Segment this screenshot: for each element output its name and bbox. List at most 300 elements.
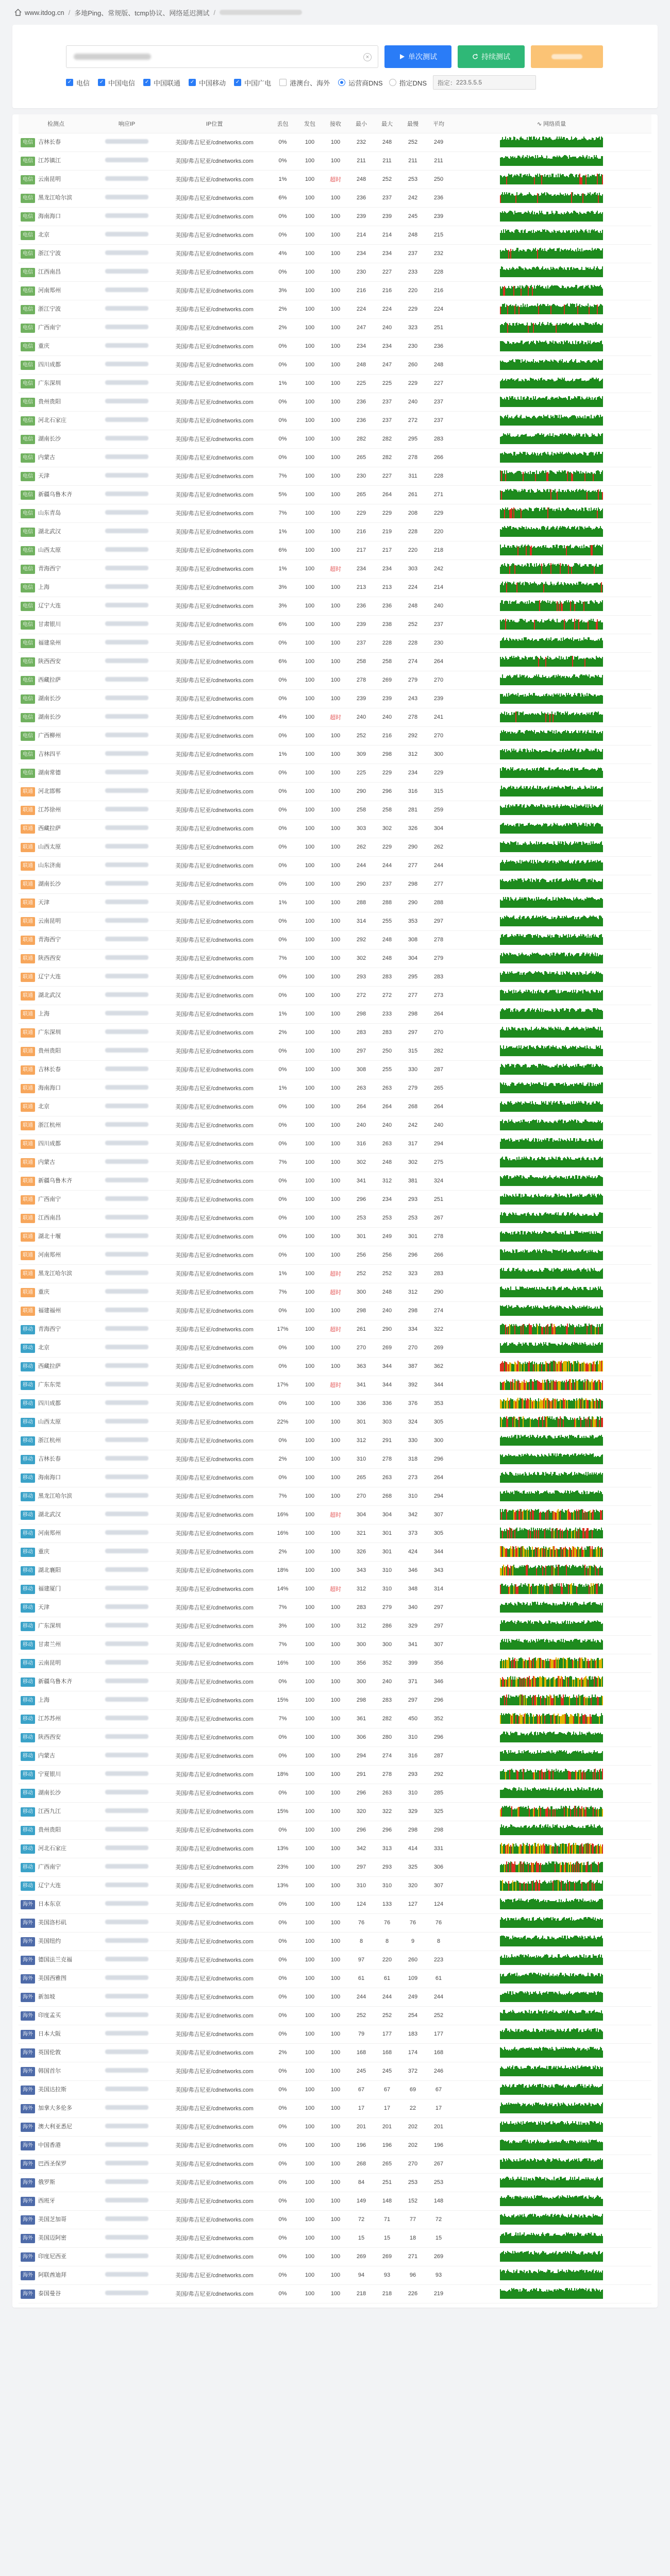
quality-bar	[532, 324, 533, 333]
quality-bar	[599, 805, 600, 815]
filter-checkbox-3[interactable]: ✓ 中国移动	[189, 78, 226, 88]
quality-bar	[581, 749, 582, 759]
table-row[interactable]	[19, 170, 651, 189]
table-row[interactable]	[19, 374, 651, 393]
table-row[interactable]	[19, 281, 651, 300]
quality-bar	[504, 732, 505, 741]
ip-redacted	[105, 603, 148, 607]
cell-avg: 304	[426, 819, 451, 838]
quality-bar	[555, 787, 556, 796]
cell-max: 227	[374, 263, 400, 281]
single-test-button[interactable]: 单次测试	[384, 45, 451, 68]
quality-bar	[511, 879, 512, 889]
quality-bar	[548, 715, 549, 722]
quality-bar	[533, 786, 534, 796]
quality-bar	[508, 342, 509, 351]
host-input[interactable]	[66, 45, 378, 68]
table-row[interactable]	[19, 541, 651, 560]
quality-bar	[554, 639, 555, 648]
quality-bar	[569, 307, 570, 314]
quality-bar	[505, 287, 506, 296]
quality-bar	[560, 452, 561, 463]
quality-bar	[517, 492, 518, 500]
quality-bar	[524, 343, 525, 351]
node-location: 江苏徐州	[38, 806, 61, 813]
quality-bar	[550, 470, 551, 481]
ip-location: 美国/弗吉尼亚/cdnetworks.com	[160, 263, 269, 281]
quality-bar	[517, 286, 518, 296]
table-row[interactable]	[19, 263, 651, 281]
quality-bar	[556, 381, 557, 388]
node-location: 山西太原	[38, 843, 61, 850]
filter-checkbox-2[interactable]: ✓ 中国联通	[143, 78, 180, 88]
filter-checkbox-5[interactable]: 港澳台、海外	[279, 78, 330, 88]
quality-bar	[600, 511, 601, 518]
quality-bar	[566, 304, 567, 314]
table-row[interactable]	[19, 652, 651, 671]
filter-row	[66, 75, 627, 90]
quality-bar	[556, 306, 557, 314]
quality-bar	[540, 326, 541, 333]
quality-bar	[529, 677, 530, 685]
table-row[interactable]	[19, 504, 651, 522]
quality-bar	[597, 732, 598, 741]
quality-bar	[589, 230, 590, 240]
quality-bar	[579, 323, 580, 333]
quality-bar	[526, 140, 527, 147]
quality-bar	[514, 306, 515, 314]
quality-bar	[591, 897, 592, 908]
table-row[interactable]	[19, 819, 651, 838]
quality-bar	[503, 195, 504, 203]
quality-bar	[572, 548, 573, 555]
quality-bar	[520, 695, 521, 704]
table-row[interactable]	[19, 151, 651, 170]
quality-bar	[594, 285, 595, 296]
node-cell	[19, 263, 93, 281]
quality-bar	[505, 379, 506, 388]
quality-bar	[584, 844, 585, 852]
table-row[interactable]	[19, 801, 651, 819]
quality-bar	[545, 214, 546, 222]
quality-bar	[592, 433, 593, 444]
quality-bar	[593, 361, 594, 370]
quality-bar	[574, 325, 575, 333]
quality-bar	[572, 768, 573, 778]
quality-bar	[532, 417, 533, 426]
quality-bar	[576, 861, 577, 871]
quality-bar	[554, 418, 555, 426]
quality-bar	[538, 250, 539, 259]
quality-bar	[532, 804, 533, 815]
quality-bar	[561, 844, 562, 852]
quality-bar	[500, 714, 501, 722]
table-row[interactable]	[19, 207, 651, 226]
quality-bar	[582, 733, 583, 741]
table-row[interactable]	[19, 226, 651, 244]
quality-bar	[510, 436, 511, 444]
quality-bar	[520, 492, 521, 500]
quality-bar	[551, 196, 552, 203]
quality-bar	[592, 712, 593, 722]
quality-bar	[590, 306, 591, 314]
quality-bar	[555, 381, 556, 388]
quality-bar	[571, 548, 572, 555]
quality-bar	[541, 696, 542, 704]
quality-bar	[509, 344, 510, 351]
quality-bar	[537, 713, 538, 722]
quality-bar	[531, 230, 532, 240]
quality-bar	[518, 399, 520, 407]
response-ip	[93, 875, 160, 893]
quality-bar	[530, 194, 531, 203]
quality-bar	[548, 585, 549, 592]
quality-bar	[524, 510, 525, 518]
quality-bar	[579, 693, 580, 704]
filter-checkbox-0[interactable]: ✓ 电信	[66, 78, 90, 88]
quality-bar	[514, 789, 515, 796]
response-ip	[93, 300, 160, 318]
quality-bar	[595, 583, 596, 592]
quality-bar	[552, 640, 554, 648]
quality-bar	[509, 453, 510, 463]
isp-badge: 联通	[21, 861, 35, 871]
table-row[interactable]	[19, 671, 651, 689]
dns-input[interactable]: 指定： 223.5.5.5	[433, 75, 536, 90]
quality-bar	[598, 452, 599, 463]
filter-checkbox-4[interactable]: ✓ 中国广电	[234, 78, 271, 88]
response-ip	[93, 430, 160, 448]
quality-bar	[518, 826, 520, 834]
quality-bar	[513, 323, 514, 333]
quality-bar	[558, 378, 559, 388]
table-row[interactable]	[19, 337, 651, 355]
table-row[interactable]	[19, 689, 651, 708]
table-row[interactable]	[19, 782, 651, 801]
quality-bar	[503, 418, 504, 426]
quality-bar	[547, 139, 548, 147]
quality-bar	[506, 177, 507, 184]
quality-bar	[597, 211, 598, 222]
quality-bar	[502, 547, 503, 555]
quality-bar	[529, 585, 530, 592]
quality-bar	[524, 878, 525, 889]
quality-bar	[538, 231, 539, 240]
quality-cell	[451, 393, 651, 411]
table-row[interactable]	[19, 578, 651, 597]
quality-bar	[506, 268, 507, 277]
table-header	[19, 114, 651, 133]
quality-bar	[547, 322, 548, 333]
table-row[interactable]	[19, 745, 651, 764]
table-row[interactable]	[19, 522, 651, 541]
table-row[interactable]	[19, 893, 651, 912]
clear-icon[interactable]: ×	[363, 53, 372, 61]
quality-bar	[539, 768, 540, 778]
breadcrumb-site[interactable]: www.itdog.cn	[25, 8, 64, 16]
table-row[interactable]	[19, 393, 651, 411]
ip-redacted	[105, 343, 148, 348]
quality-bar	[570, 174, 571, 184]
quality-bar	[572, 567, 573, 574]
quality-bar	[517, 789, 518, 796]
quality-bar	[589, 508, 590, 518]
quality-bar	[571, 192, 572, 203]
table-row[interactable]	[19, 244, 651, 263]
table-row[interactable]	[19, 467, 651, 485]
quality-bar	[558, 916, 559, 926]
table-row[interactable]	[19, 300, 651, 318]
quality-bar	[510, 734, 511, 741]
quality-bar	[525, 880, 526, 889]
table-row[interactable]	[19, 355, 651, 374]
quality-bar	[557, 156, 558, 166]
quality-bar	[517, 656, 518, 667]
table-row[interactable]	[19, 875, 651, 893]
quality-bar	[572, 269, 573, 277]
quality-bar	[503, 751, 504, 759]
quality-bar	[531, 176, 532, 184]
quality-bar	[579, 416, 580, 426]
quality-bar	[505, 474, 506, 481]
quality-bar	[522, 324, 523, 333]
quality-bar	[521, 415, 522, 426]
quality-bar	[561, 307, 562, 314]
quality-bar	[556, 325, 557, 333]
quality-bar	[551, 730, 552, 741]
quality-bar	[517, 732, 518, 741]
quality-bar	[591, 750, 592, 759]
quality-bar	[516, 674, 517, 685]
cell-sent: 100	[297, 819, 323, 838]
table-row[interactable]	[19, 189, 651, 207]
quality-bar	[574, 452, 575, 463]
table-row[interactable]	[19, 448, 651, 467]
table-row[interactable]	[19, 764, 651, 782]
table-row[interactable]	[19, 708, 651, 726]
quality-bar	[598, 899, 599, 908]
quality-bar	[557, 380, 558, 388]
table-row[interactable]	[19, 615, 651, 634]
table-row[interactable]	[19, 726, 651, 745]
quality-bar	[500, 917, 501, 926]
expert-button[interactable]	[531, 45, 603, 68]
cell-min: 247	[348, 318, 374, 337]
dns-custom-radio[interactable]: 指定DNS	[389, 78, 427, 88]
quality-bar	[539, 529, 540, 537]
quality-bar	[555, 140, 556, 147]
quality-bar	[595, 343, 596, 351]
quality-bar	[531, 527, 532, 537]
quality-bar	[548, 563, 549, 574]
quality-bar	[508, 732, 509, 741]
quality-bar	[546, 751, 547, 759]
quality-bar	[512, 323, 513, 333]
quality-bar	[588, 159, 589, 166]
quality-bar	[554, 326, 555, 333]
node-location: 江苏镇江	[38, 157, 61, 164]
quality-bar	[510, 694, 511, 704]
quality-bar	[532, 452, 533, 463]
quality-bar	[565, 583, 566, 592]
quality-bar	[593, 640, 594, 648]
quality-bar	[596, 900, 597, 908]
quality-bar	[589, 212, 590, 222]
quality-bar	[500, 863, 501, 871]
quality-bar	[598, 823, 599, 834]
ip-redacted	[105, 529, 148, 533]
cell-recv: 100	[323, 764, 348, 782]
table-row[interactable]	[19, 838, 651, 856]
quality-bar	[566, 751, 567, 759]
quality-bar	[544, 547, 545, 555]
quality-bar	[568, 306, 569, 314]
table-row[interactable]	[19, 133, 651, 151]
quality-bar	[530, 286, 531, 296]
quality-bar	[599, 343, 600, 351]
quality-bar	[536, 507, 537, 518]
quality-bar	[541, 232, 542, 240]
table-row[interactable]	[19, 411, 651, 430]
quality-bar	[545, 770, 546, 778]
quality-bar	[559, 156, 560, 166]
quality-bar	[532, 342, 533, 351]
quality-bar	[533, 547, 534, 555]
table-row[interactable]	[19, 560, 651, 578]
table-row[interactable]	[19, 485, 651, 504]
quality-bar	[575, 326, 576, 333]
quality-bar	[576, 805, 577, 815]
quality-bar	[600, 789, 601, 796]
quality-bar	[560, 601, 561, 611]
quality-bar	[598, 881, 599, 889]
quality-bar	[574, 381, 575, 388]
quality-bar	[569, 751, 570, 759]
quality-bar	[544, 490, 545, 500]
quality-sparkline	[500, 896, 603, 908]
quality-bar	[597, 470, 598, 481]
quality-bar	[559, 604, 560, 611]
quality-bar	[554, 787, 555, 796]
quality-bar	[585, 807, 587, 815]
quality-bar	[588, 211, 589, 222]
quality-bar	[576, 528, 577, 537]
quality-bar	[572, 787, 573, 796]
quality-bar	[523, 675, 524, 685]
quality-bar	[560, 360, 561, 370]
quality-bar	[538, 601, 539, 611]
quality-bar	[537, 417, 538, 426]
cell-avg: 215	[426, 226, 451, 244]
quality-bar	[549, 341, 550, 351]
quality-bar	[511, 211, 512, 222]
table-row[interactable]	[19, 856, 651, 875]
response-ip	[93, 819, 160, 838]
quality-bar	[552, 585, 554, 592]
quality-bar	[562, 324, 563, 333]
quality-bar	[512, 732, 513, 741]
quality-bar	[552, 433, 554, 444]
quality-bar	[518, 266, 520, 277]
quality-bar	[514, 919, 515, 926]
quality-bar	[587, 804, 588, 815]
quality-bar	[534, 564, 535, 574]
table-row[interactable]	[19, 912, 651, 930]
quality-bar	[574, 194, 575, 203]
quality-bar	[523, 749, 524, 759]
quality-bar	[582, 155, 583, 166]
quality-bar	[520, 266, 521, 277]
quality-bar	[574, 731, 575, 741]
quality-bar	[591, 324, 592, 333]
quality-bar	[597, 657, 598, 667]
quality-bar	[591, 251, 592, 259]
ip-redacted	[105, 658, 148, 663]
quality-bar	[510, 882, 511, 889]
quality-bar	[537, 696, 538, 704]
quality-bar	[569, 510, 570, 518]
quality-bar	[600, 882, 601, 889]
table-row[interactable]	[19, 430, 651, 448]
quality-bar	[530, 547, 531, 555]
quality-bar	[571, 714, 572, 722]
quality-bar	[524, 361, 525, 370]
quality-bar	[535, 750, 536, 759]
quality-bar	[572, 303, 573, 314]
table-row[interactable]	[19, 318, 651, 337]
isp-badge: 电信	[21, 231, 35, 240]
quality-bar	[512, 287, 513, 296]
quality-bar	[579, 140, 580, 147]
quality-bar	[558, 436, 559, 444]
cell-recv: 100	[323, 151, 348, 170]
quality-bar	[511, 268, 512, 277]
quality-bar	[568, 452, 569, 463]
quality-bar	[598, 861, 599, 871]
quality-bar	[552, 140, 554, 147]
cell-loss: 0%	[269, 801, 297, 819]
quality-bar	[535, 696, 536, 704]
quality-bar	[594, 879, 595, 889]
quality-bar	[542, 342, 543, 351]
quality-bar	[518, 604, 520, 611]
quality-bar	[536, 286, 537, 296]
quality-bar	[529, 844, 530, 852]
dns-auto-radio[interactable]: 运营商DNS	[338, 78, 382, 88]
cell-loss: 0%	[269, 411, 297, 430]
quality-bar	[554, 917, 555, 926]
continuous-test-button[interactable]: 持续测试	[458, 45, 525, 68]
filter-checkbox-1[interactable]: ✓ 中国电信	[98, 78, 135, 88]
table-row[interactable]	[19, 597, 651, 615]
quality-bar	[502, 192, 503, 203]
quality-bar	[516, 213, 517, 222]
quality-bar	[564, 769, 565, 778]
quality-bar	[569, 823, 570, 834]
ip-location: 美国/弗吉尼亚/cdnetworks.com	[160, 504, 269, 522]
quality-bar	[522, 860, 523, 871]
table-row[interactable]	[19, 634, 651, 652]
quality-bar	[506, 304, 507, 314]
quality-bar	[602, 416, 603, 426]
home-icon[interactable]	[14, 9, 22, 16]
quality-bar	[595, 749, 596, 759]
breadcrumb-title[interactable]: 多地Ping、常规版、tcmp协议、网络延迟测试	[74, 9, 210, 17]
quality-bar	[522, 601, 523, 611]
response-ip	[93, 189, 160, 207]
quality-bar	[514, 751, 515, 759]
quality-bar	[510, 917, 511, 926]
